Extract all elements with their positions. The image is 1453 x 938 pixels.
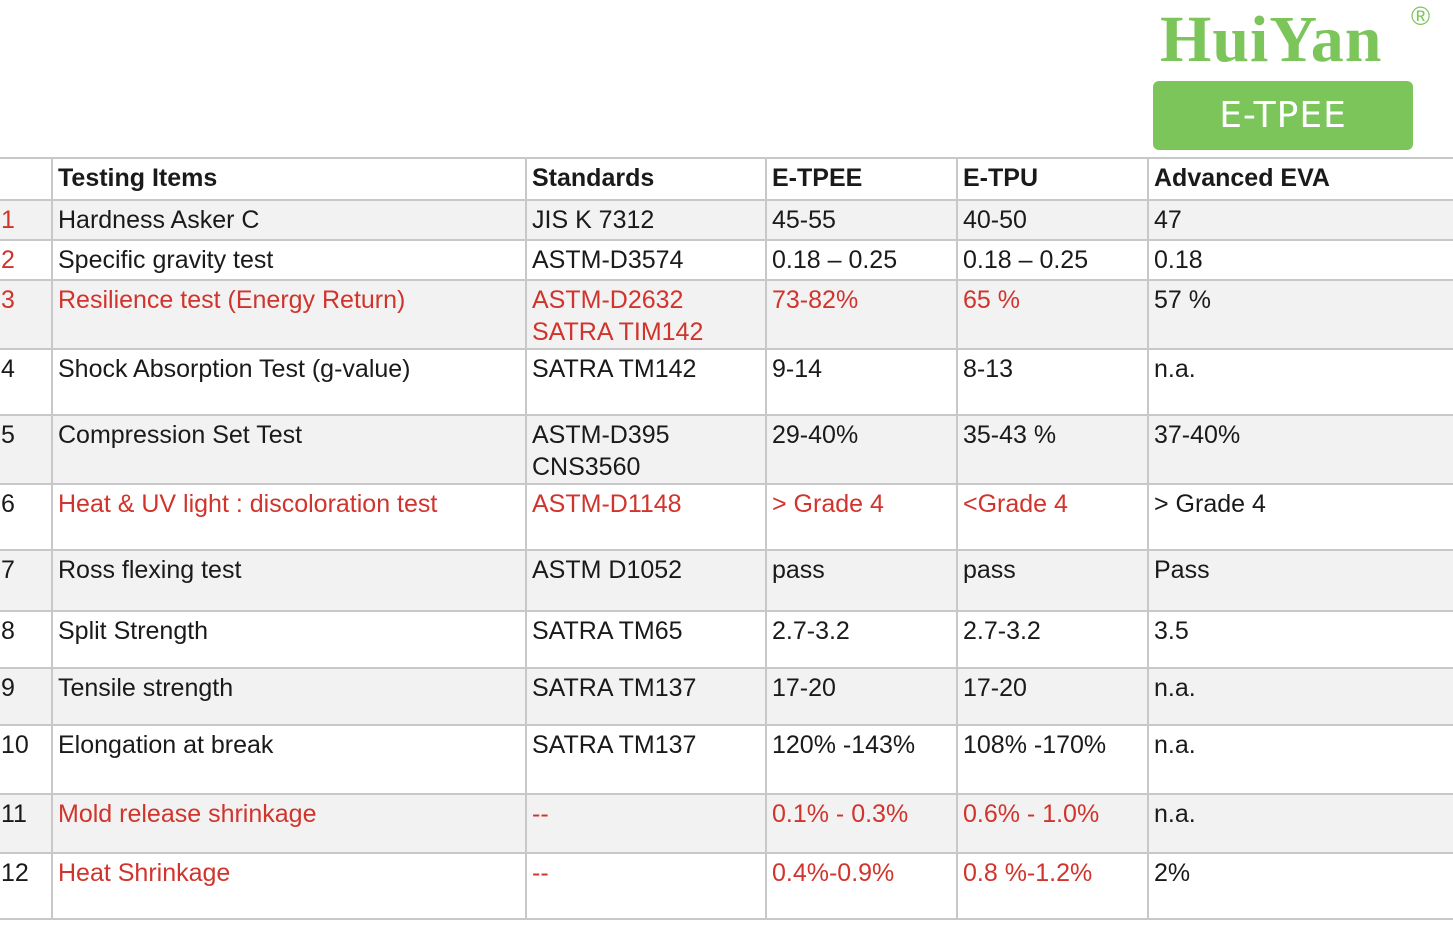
row-eva: 0.18 [1148, 240, 1453, 280]
row-standard: JIS K 7312 [526, 200, 766, 240]
row-etpu: 2.7-3.2 [957, 611, 1148, 668]
row-standard: -- [526, 794, 766, 853]
row-eva: n.a. [1148, 349, 1453, 415]
header-etpu: E-TPU [957, 158, 1148, 200]
table-row [0, 200, 1453, 240]
row-etpu: <Grade 4 [957, 484, 1148, 550]
row-etpee: pass [766, 550, 957, 611]
table-row [0, 668, 1453, 725]
row-number: 9 [0, 668, 52, 725]
table-row [0, 280, 1453, 349]
row-etpu: 65 % [957, 280, 1148, 349]
row-etpu: 35-43 % [957, 415, 1148, 484]
row-standard-line1: ASTM-D395 [532, 421, 670, 449]
row-number: 4 [0, 349, 52, 415]
row-etpee: 17-20 [766, 668, 957, 725]
row-etpu: 0.6% - 1.0% [957, 794, 1148, 853]
table-header-row [0, 158, 1453, 200]
row-item: Specific gravity test [52, 240, 526, 280]
row-standard [526, 280, 766, 349]
row-etpu: 40-50 [957, 200, 1148, 240]
row-etpu: 0.18 – 0.25 [957, 240, 1148, 280]
table-row [0, 415, 1453, 484]
row-etpee: 29-40% [766, 415, 957, 484]
row-standard: SATRA TM142 [526, 349, 766, 415]
row-etpee: 0.1% - 0.3% [766, 794, 957, 853]
row-item: Heat Shrinkage [52, 853, 526, 919]
row-number: 2 [0, 240, 52, 280]
table-row [0, 725, 1453, 794]
row-etpu: pass [957, 550, 1148, 611]
row-item: Compression Set Test [52, 415, 526, 484]
row-standard: -- [526, 853, 766, 919]
row-standard-line2: CNS3560 [532, 453, 641, 481]
row-item: Ross flexing test [52, 550, 526, 611]
row-eva: n.a. [1148, 725, 1453, 794]
row-number: 11 [0, 794, 52, 853]
row-standard-line1: ASTM-D2632 [532, 286, 684, 314]
row-standard: SATRA TM137 [526, 668, 766, 725]
row-standard: SATRA TM137 [526, 725, 766, 794]
row-etpee: 0.18 – 0.25 [766, 240, 957, 280]
row-eva: 2% [1148, 853, 1453, 919]
row-eva: 57 % [1148, 280, 1453, 349]
header-number [0, 158, 52, 200]
row-etpee: 45-55 [766, 200, 957, 240]
header-standards: Standards [526, 158, 766, 200]
table-row [0, 484, 1453, 550]
product-badge: E-TPEE [1153, 81, 1413, 150]
row-standard: ASTM-D1148 [526, 484, 766, 550]
row-etpu: 0.8 %-1.2% [957, 853, 1148, 919]
row-item: Elongation at break [52, 725, 526, 794]
row-etpu: 8-13 [957, 349, 1148, 415]
row-eva: > Grade 4 [1148, 484, 1453, 550]
row-number: 8 [0, 611, 52, 668]
row-etpee: 9-14 [766, 349, 957, 415]
header-advanced-eva: Advanced EVA [1148, 158, 1453, 200]
row-eva: Pass [1148, 550, 1453, 611]
registered-mark: ® [1411, 1, 1431, 31]
row-eva: 47 [1148, 200, 1453, 240]
row-standard-line2: SATRA TIM142 [532, 318, 704, 346]
row-eva: n.a. [1148, 668, 1453, 725]
row-number: 6 [0, 484, 52, 550]
row-standard: ASTM-D3574 [526, 240, 766, 280]
table-row [0, 611, 1453, 668]
row-eva: 3.5 [1148, 611, 1453, 668]
row-standard [526, 415, 766, 484]
row-standard: SATRA TM65 [526, 611, 766, 668]
header-testing-items: Testing Items [52, 158, 526, 200]
row-item: Resilience test (Energy Return) [52, 280, 526, 349]
row-item: Tensile strength [52, 668, 526, 725]
row-number: 3 [0, 280, 52, 349]
row-etpee: 73-82% [766, 280, 957, 349]
row-number: 7 [0, 550, 52, 611]
table-row [0, 794, 1453, 853]
table-row [0, 550, 1453, 611]
row-number: 10 [0, 725, 52, 794]
row-etpu: 108% -170% [957, 725, 1148, 794]
row-eva: n.a. [1148, 794, 1453, 853]
row-item: Split Strength [52, 611, 526, 668]
row-item: Mold release shrinkage [52, 794, 526, 853]
row-etpee: 120% -143% [766, 725, 957, 794]
table-row [0, 853, 1453, 919]
table-row [0, 240, 1453, 280]
row-etpu: 17-20 [957, 668, 1148, 725]
row-etpee: 0.4%-0.9% [766, 853, 957, 919]
row-standard: ASTM D1052 [526, 550, 766, 611]
row-etpee: 2.7-3.2 [766, 611, 957, 668]
row-number: 5 [0, 415, 52, 484]
header-etpee: E-TPEE [766, 158, 957, 200]
row-number: 1 [0, 200, 52, 240]
brand-logo: HuiYan [1160, 3, 1383, 76]
row-number: 12 [0, 853, 52, 919]
row-eva: 37-40% [1148, 415, 1453, 484]
row-item: Shock Absorption Test (g-value) [52, 349, 526, 415]
table-row [0, 349, 1453, 415]
row-item: Heat & UV light : discoloration test [52, 484, 526, 550]
comparison-table [0, 157, 1453, 920]
row-item: Hardness Asker C [52, 200, 526, 240]
row-etpee: > Grade 4 [766, 484, 957, 550]
